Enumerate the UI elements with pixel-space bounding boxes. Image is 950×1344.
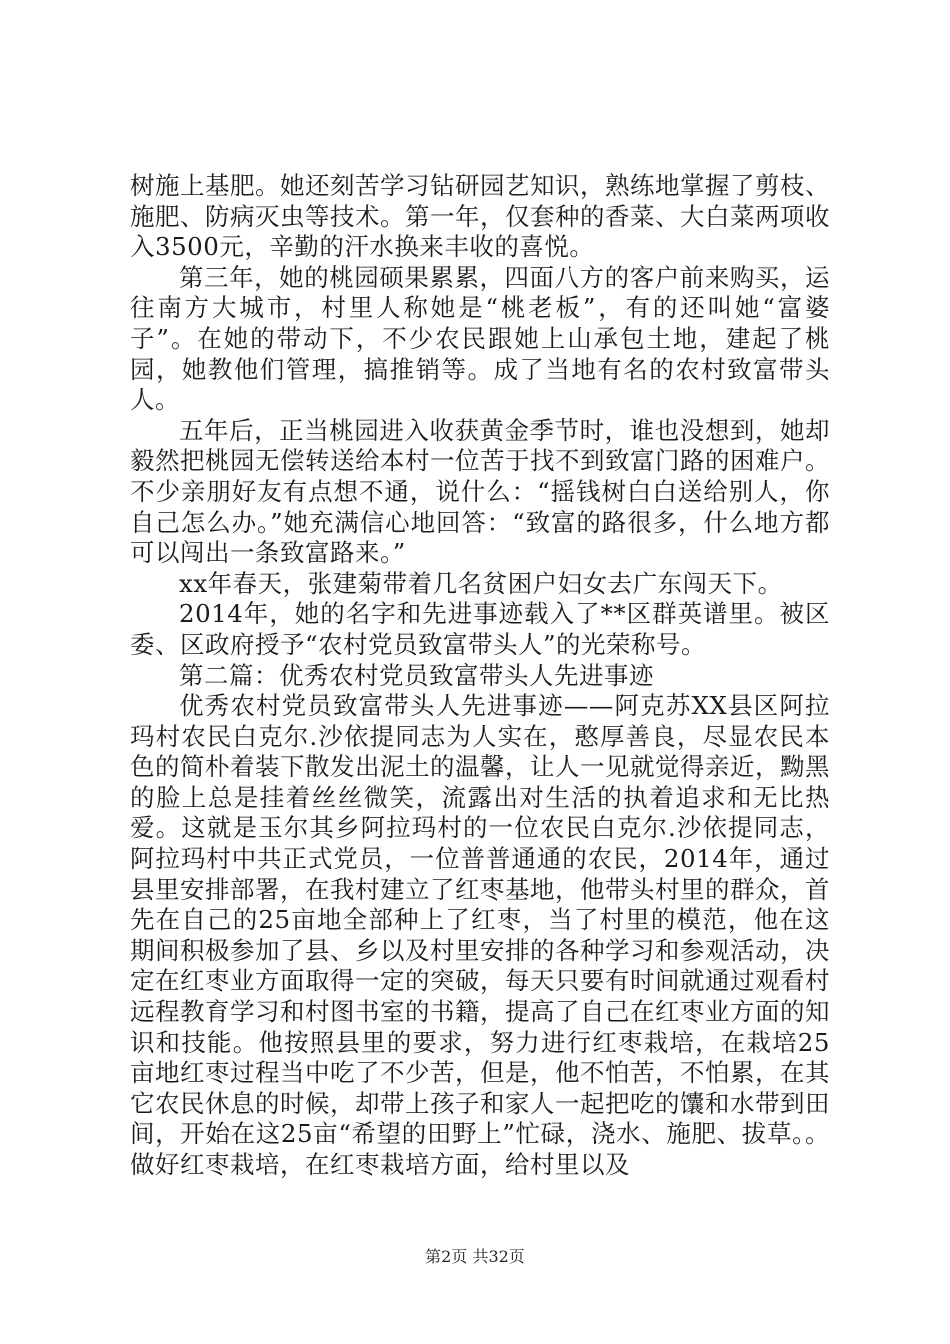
section-heading: 第二篇：优秀农村党员致富带头人先进事迹 — [179, 660, 654, 690]
document-body — [130, 171, 830, 1181]
paragraph-4: xx年春天，张建菊带着几名贫困户妇女去广东闯天下。 — [179, 568, 783, 598]
paragraph-3: 五年后，正当桃园进入收获黄金季节时，谁也没想到，她却毅然把桃园无偿转送给本村一位苦于找不到致富门路的困难户。不少亲朋好友有点想不通，说什么：“摇钱树白白送给别人，你自己怎么办。”她充满信心地回答：“致富的路很多，什么地方都可以闯出一条致富路来。” — [130, 415, 830, 568]
paragraph-6: 优秀农村党员致富带头人先进事迹——阿克苏XX县区阿拉玛村农民白克尔.沙依提同志为人实在，憨厚善良，尽显农民本色的简朴着装下散发出泥土的温馨，让人一见就觉得亲近，黝黑的脸上总是挂着丝丝微笑，流露出对生活的执着追求和无比热爱。这就是玉尔其乡阿拉玛村的一位农民白克尔.沙依提同志，阿拉玛村中共正式党员，一位普普通通的农民，2014年，通过县里安排部署，在我村建立了红枣基地，他带头村里的群众，首先在自己的25亩地全部种上了红枣，当了村里的模范，他在这期间积极参加了县、乡以及村里安排的各种学习和参观活动，决定在红枣业方面取得一定的突破，每天只要有时间就通过观看村远程教育学习和村图书室的书籍，提高了自己在红枣业方面的知识和技能。他按照县里的要求，努力进行红枣栽培，在栽培25亩地红枣过程当中吃了不少苦，但是，他不怕苦，不怕累，在其它农民休息的时候，却带上孩子和家人一起把吃的馕和水带到田间，开始在这25亩“希望的田野上”忙碌，浇水、施肥、拔草。。做好红枣栽培，在红枣栽培方面，给村里以及 — [130, 691, 830, 1179]
paragraph-1: 树施上基肥。她还刻苦学习钻研园艺知识，熟练地掌握了剪枝、施肥、防病灭虫等技术。第一年，仅套种的香菜、大白菜两项收入3500元，辛勤的汗水换来丰收的喜悦。 — [130, 171, 830, 262]
paragraph-2: 第三年，她的桃园硕果累累，四面八方的客户前来购买，运往南方大城市，村里人称她是“桃老板”，有的还叫她“富婆子”。在她的带动下，不少农民跟她上山承包土地，建起了桃园，她教他们管理，搞推销等。成了当地有名的农村致富带头人。 — [130, 262, 830, 415]
paragraph-5: 2014年，她的名字和先进事迹载入了**区群英谱里。被区委、区政府授予“农村党员致富带头人”的光荣称号。 — [130, 599, 830, 659]
page-number-footer: 第2页 共32页 — [425, 1247, 525, 1266]
